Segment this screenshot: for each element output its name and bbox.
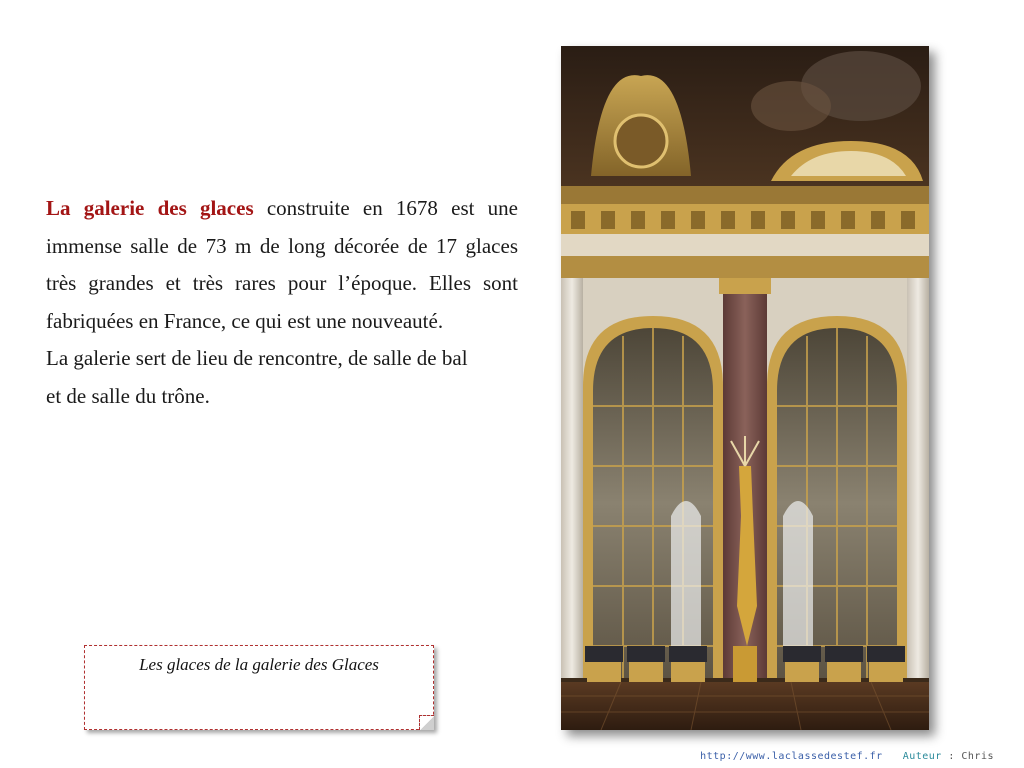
highlighted-title: La galerie des glaces [46,196,254,220]
footer [700,751,994,762]
author-separator: : [941,751,962,762]
folded-corner [419,715,434,730]
author-name: Chris [961,751,994,762]
website-link[interactable]: http://www.laclassedestef.fr [700,751,883,762]
paragraph-2: La galerie sert de lieu de rencontre, de salle de bal et de salle du trône. [46,346,468,408]
paragraph-1 [46,190,518,340]
photo-illustration [561,46,929,730]
caption-box [84,645,434,730]
body-text [46,190,518,415]
author-label: Auteur [902,751,942,762]
paragraph-1-text: construite en 1678 est une immense salle de 73 m de long décorée de 17 glaces très grandes et très rares pour l’époque. Elles sont fabriquées en France, ce qui est une nouveauté. [46,196,518,333]
caption-text: Les glaces de la galerie des Glaces [139,655,379,674]
hall-of-mirrors-photo [561,46,929,730]
